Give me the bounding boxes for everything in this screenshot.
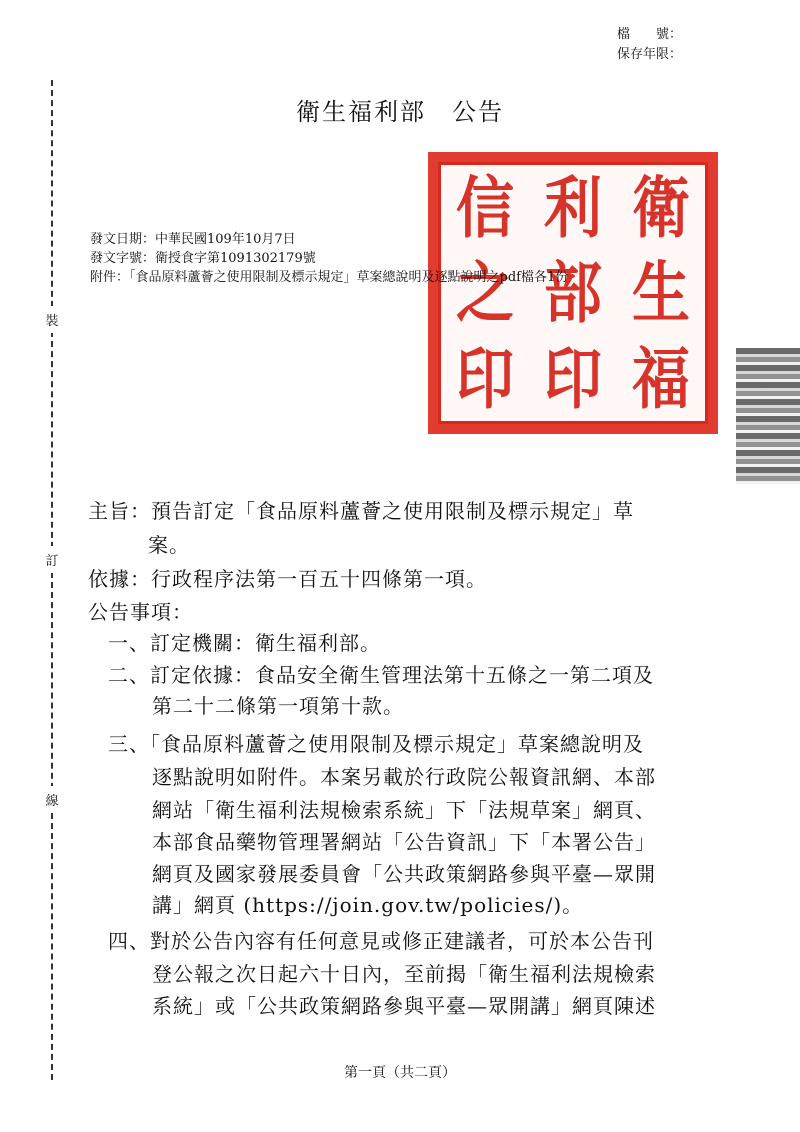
item-4-line-1: 四、對於公告內容有任何意見或修正建議者，可於本公告刊 <box>108 929 654 953</box>
seal-char: 福 <box>632 339 691 418</box>
retention-label: 保存年限： <box>616 47 682 62</box>
issue-date: 發文日期：中華民國109年10月7日 <box>90 232 296 247</box>
seal-char: 部 <box>544 253 603 333</box>
seal-char: 印 <box>544 339 603 418</box>
file-number-label: 檔 號： <box>616 27 682 42</box>
page-title: 衛生福利部 公告 <box>296 98 504 126</box>
attachment-line: 附件：「食品原料蘆薈之使用限制及標示規定」草案總說明及逐點說明之pdf檔各1份 <box>90 270 569 285</box>
subject-line-2: 案。 <box>148 533 190 557</box>
item-3-line-3: 網站「衛生福利法規檢索系統」下「法規草案」網頁、 <box>152 798 656 822</box>
seal-char: 衛 <box>632 168 691 247</box>
item-3-line-2: 逐點說明如附件。本案另載於行政院公報資訊網、本部 <box>152 765 656 789</box>
basis-line: 依據：行政程序法第一百五十四條第一項。 <box>88 567 487 591</box>
binding-char-zhuang: 裝 <box>40 306 64 333</box>
item-3-line-4: 本部食品藥物管理署網站「公告資訊」下「本署公告」 <box>152 830 656 854</box>
seal-char: 之 <box>456 253 515 333</box>
binding-char-xian: 線 <box>40 786 64 813</box>
document-number: 發文字號：衛授食字第1091302179號 <box>90 251 316 266</box>
item-3-line-6: 講」網頁 (https://join.gov.tw/policies/)。 <box>152 893 584 917</box>
binding-line <box>51 80 53 1080</box>
item-2-line-2: 第二十二條第一項第十款。 <box>152 694 404 718</box>
page-edge-tab <box>736 348 800 484</box>
subject-line-1: 主旨：預告訂定「食品原料蘆薈之使用限制及標示規定」草 <box>88 499 634 523</box>
item-3-line-1: 三、「食品原料蘆薈之使用限制及標示規定」草案總說明及 <box>108 732 644 756</box>
item-4-line-2: 登公報之次日起六十日內，至前揭「衛生福利法規檢索 <box>152 962 656 986</box>
binding-char-ding: 訂 <box>40 546 64 573</box>
seal-char: 利 <box>544 168 603 247</box>
item-3-line-5: 網頁及國家發展委員會「公共政策網路參與平臺—眾開 <box>152 862 656 886</box>
official-seal <box>428 152 718 434</box>
page-footer: 第一頁（共二頁） <box>344 1065 456 1081</box>
seal-char: 印 <box>456 339 515 418</box>
notice-heading: 公告事項： <box>88 600 193 624</box>
item-4-line-3: 系統」或「公共政策網路參與平臺—眾開講」網頁陳述 <box>152 994 656 1018</box>
seal-char: 生 <box>632 253 691 333</box>
item-1: 一、訂定機關：衛生福利部。 <box>108 631 381 655</box>
item-2-line-1: 二、訂定依據：食品安全衛生管理法第十五條之一第二項及 <box>108 663 654 687</box>
seal-char: 信 <box>456 168 515 247</box>
